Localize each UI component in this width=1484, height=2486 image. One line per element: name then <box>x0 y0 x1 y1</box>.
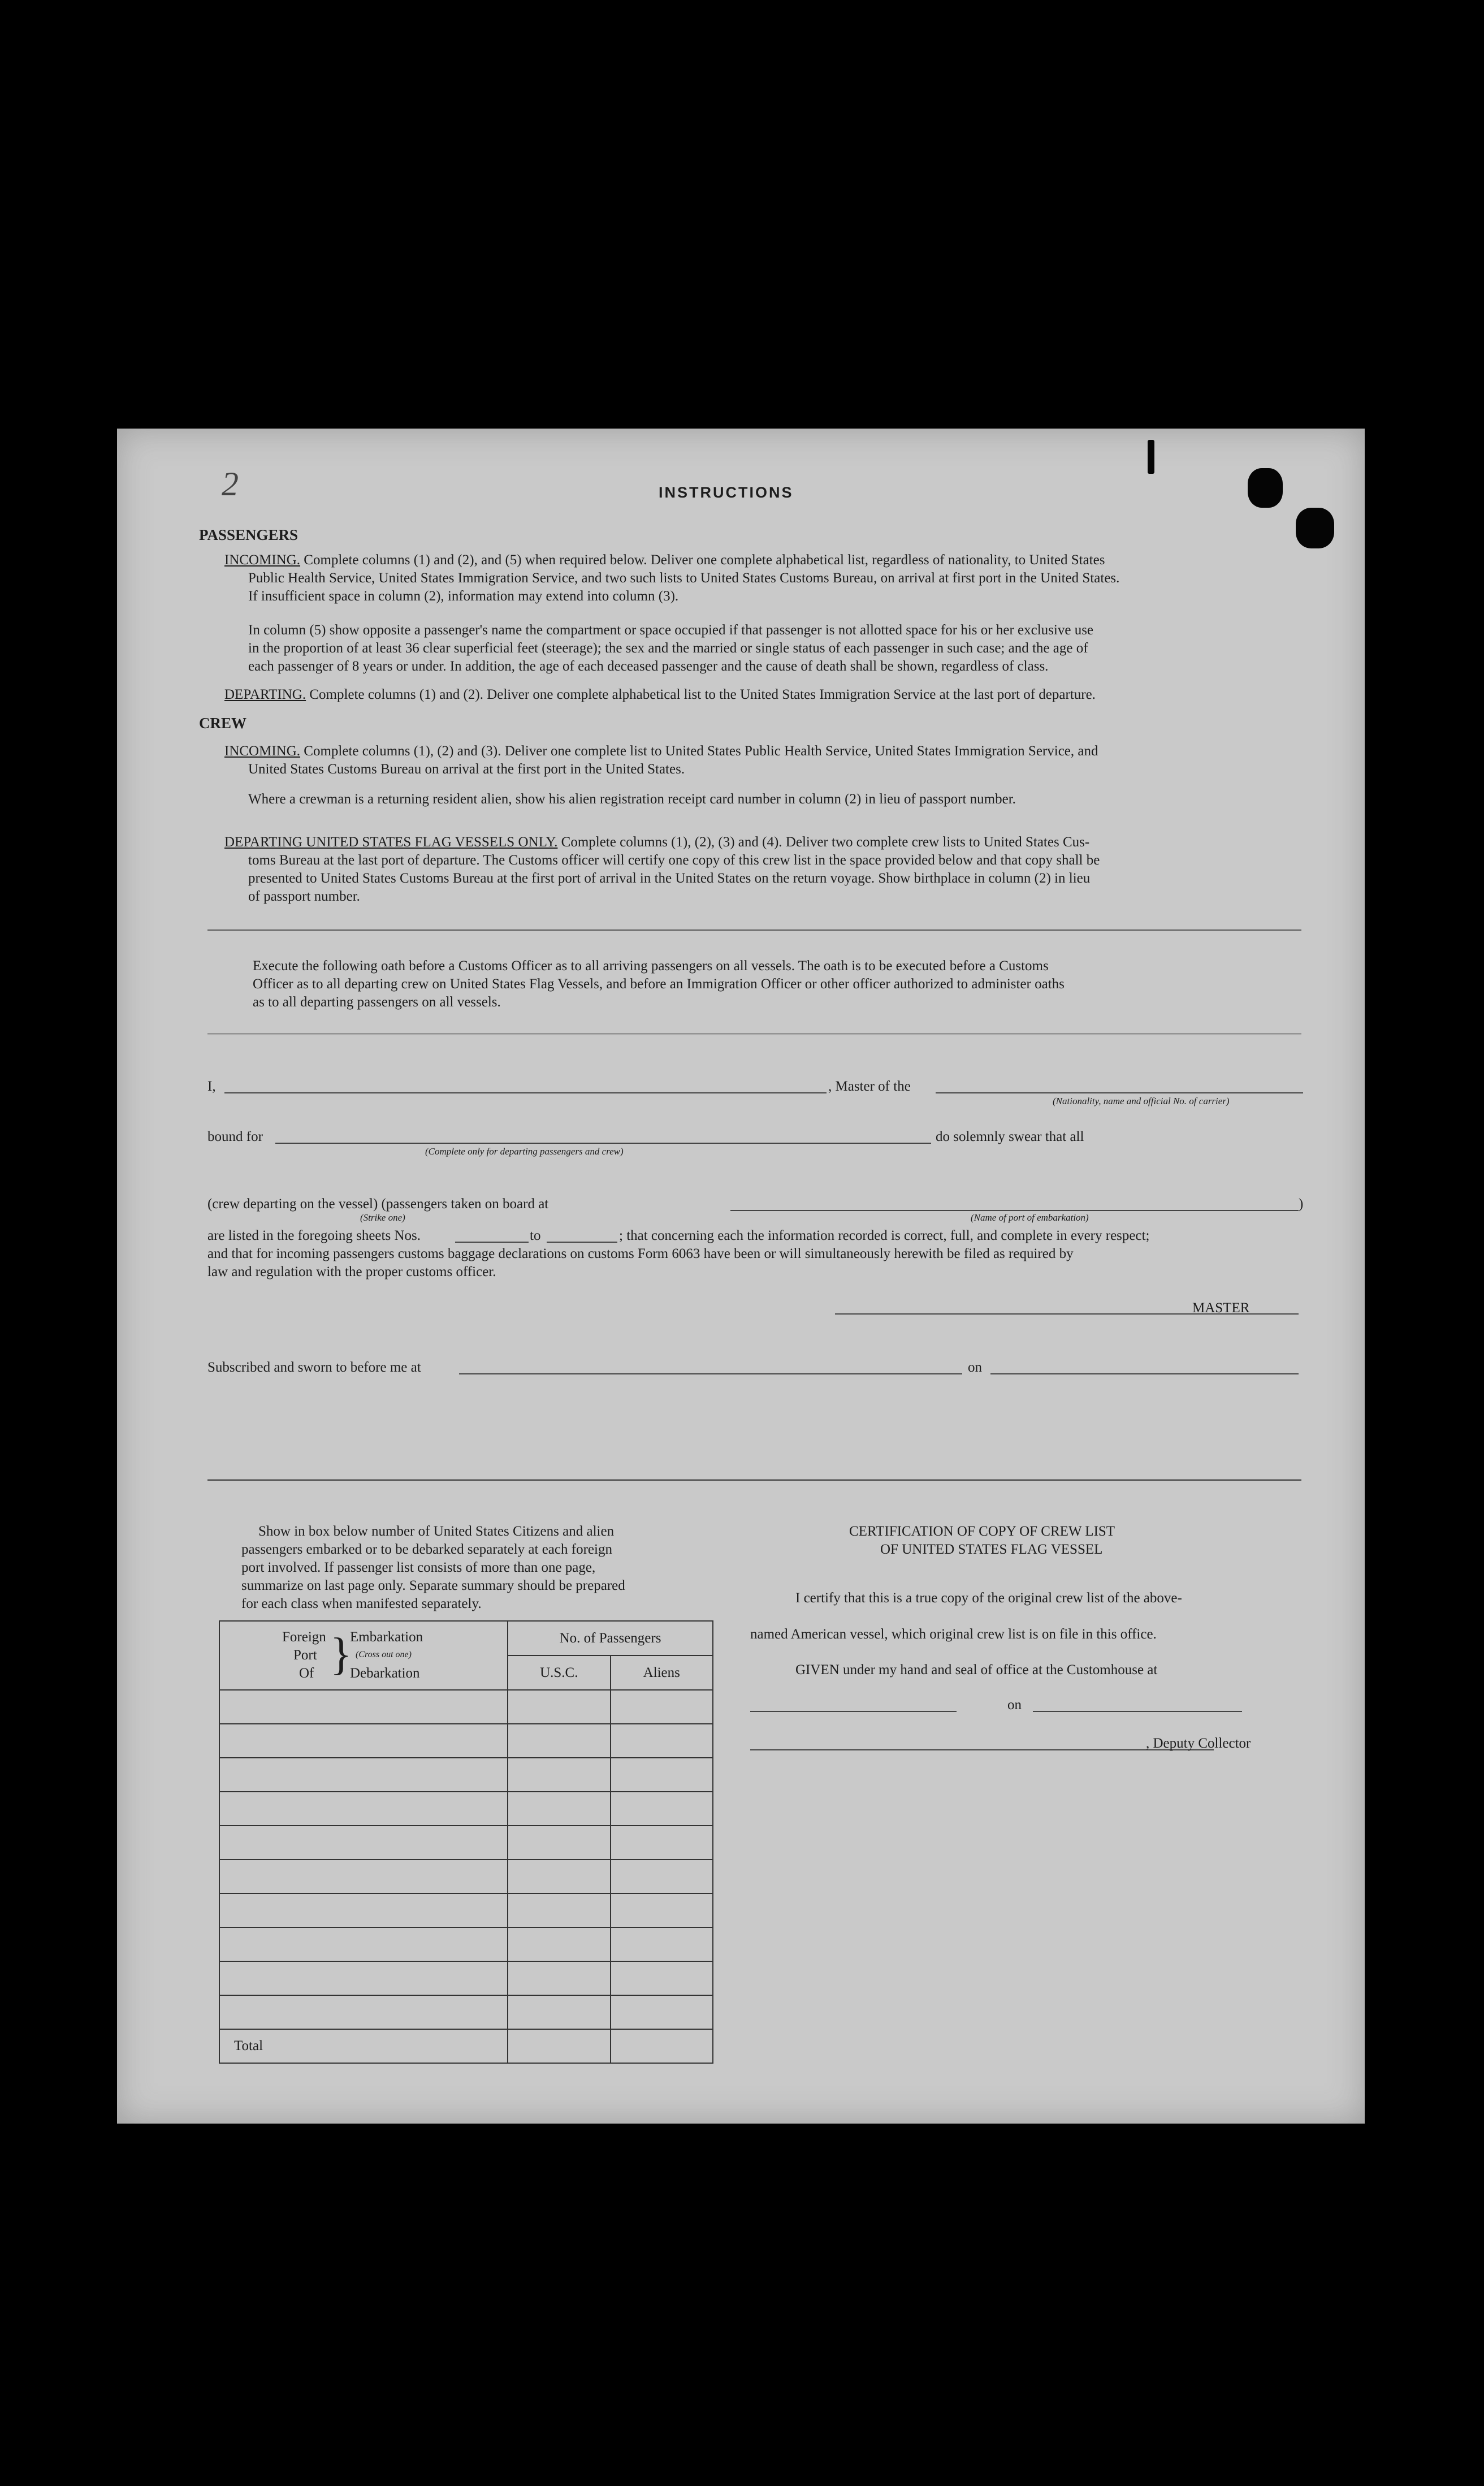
passengers-heading: PASSENGERS <box>199 526 298 543</box>
text-line: Where a crewman is a returning resident alien, show his alien registration receipt card number in column (2) in lieu of passport number. <box>248 792 1016 807</box>
text-line: Complete columns (1) and (2). Deliver one complete alphabetical list to the United States Immigration Service at the last port of departure. <box>309 687 1096 702</box>
oath-i-label: I, <box>207 1079 216 1094</box>
passengers-incoming-para <box>224 551 1299 569</box>
text-line: toms Bureau at the last port of departure. The Customs officer will certify one copy of this crew list in the space provided below and that copy shall be <box>248 853 1100 868</box>
incoming-label: INCOMING. <box>224 743 301 759</box>
aliens-cell[interactable] <box>611 1758 713 1792</box>
text-line: passengers embarked or to be debarked separately at each foreign <box>241 1542 612 1557</box>
text-line: each passenger of 8 years or under. In addition, the age of each deceased passenger and the cause of death shall be shown, regardless of class. <box>248 659 1049 674</box>
table-row <box>219 1758 713 1792</box>
divider <box>207 1034 1301 1037</box>
port-cell[interactable] <box>219 1758 508 1792</box>
port-cell[interactable] <box>219 1826 508 1860</box>
listed-text: are listed in the foregoing sheets Nos. <box>207 1228 421 1243</box>
cert-on-label: on <box>1007 1697 1022 1713</box>
total-usc-cell[interactable] <box>508 2029 610 2063</box>
sheet-to-field[interactable] <box>547 1242 617 1243</box>
carrier-caption: (Nationality, name and official No. of carrier) <box>1053 1096 1230 1106</box>
table-row <box>219 1860 713 1893</box>
embarkation-port-field[interactable] <box>730 1210 1299 1211</box>
usc-cell[interactable] <box>508 1826 610 1860</box>
port-cell[interactable] <box>219 1792 508 1826</box>
total-label: Total <box>219 2029 508 2063</box>
port-cell[interactable] <box>219 1927 508 1961</box>
text-line: of passport number. <box>248 889 360 904</box>
paren-close: ) <box>1299 1196 1304 1212</box>
total-aliens-cell[interactable] <box>611 2029 713 2063</box>
usc-cell[interactable] <box>508 1792 610 1826</box>
table-row <box>219 1995 713 2029</box>
cert-date-field[interactable] <box>1033 1711 1242 1712</box>
listed-text: ; that concerning each the information recorded is correct, full, and complete in every respect; <box>619 1228 1150 1243</box>
certification-title: CERTIFICATION OF COPY OF CREW LIST <box>849 1524 1115 1539</box>
deputy-label: , Deputy Collector <box>1146 1736 1251 1751</box>
usc-cell[interactable] <box>508 1758 610 1792</box>
corner-number: 2 <box>222 465 239 503</box>
crew-departing-text: (crew departing on the vessel) (passengers taken on board at <box>207 1196 549 1212</box>
text-line: named American vessel, which original crew list is on file in this office. <box>750 1627 1157 1642</box>
text-line: United States Customs Bureau on arrival at the first port in the United States. <box>248 762 685 777</box>
customhouse-field[interactable] <box>750 1711 957 1712</box>
usc-cell[interactable] <box>508 1690 610 1724</box>
punch-hole-blot <box>1248 468 1283 508</box>
text-line: as to all departing passengers on all vessels. <box>253 995 501 1010</box>
aliens-cell[interactable] <box>611 1927 713 1961</box>
no-passengers-header: No. of Passengers <box>508 1621 713 1655</box>
table-row <box>219 1927 713 1961</box>
foreign-label: Foreign <box>282 1629 326 1645</box>
aliens-cell[interactable] <box>611 1995 713 2029</box>
aliens-cell[interactable] <box>611 1893 713 1927</box>
text-line: in the proportion of at least 36 clear superficial feet (steerage); the sex and the married or single status of each passenger in such case; and the age of <box>248 641 1088 656</box>
strike-caption: (Strike one) <box>360 1212 405 1223</box>
bound-for-field[interactable] <box>275 1143 931 1144</box>
table-row <box>219 1690 713 1724</box>
text-line: In column (5) show opposite a passenger's name the compartment or space occupied if that passenger is not allotted space for his or her exclusive use <box>248 622 1094 638</box>
divider <box>207 1479 1301 1482</box>
listed-to: to <box>530 1228 541 1243</box>
text-line: law and regulation with the proper customs officer. <box>207 1264 496 1279</box>
divider <box>207 929 1301 932</box>
page-title: INSTRUCTIONS <box>659 484 794 501</box>
brace: } <box>330 1629 352 1679</box>
text-line: Public Health Service, United States Immigration Service, and two such lists to United States Customs Bureau, on arrival at first port in the United States. <box>248 570 1120 586</box>
text-line: port involved. If passenger list consists of more than one page, <box>241 1560 596 1575</box>
master-label: MASTER <box>1192 1300 1250 1316</box>
departing-label: DEPARTING UNITED STATES FLAG VESSELS ONLY. <box>224 835 558 850</box>
text-line: for each class when manifested separately. <box>241 1596 482 1611</box>
sworn-date-field[interactable] <box>990 1373 1299 1374</box>
of-label: Of <box>299 1666 314 1681</box>
text-line: and that for incoming passengers customs baggage declarations on customs Form 6063 have been or will simultaneously herewith be filed as required by <box>207 1246 1074 1261</box>
text-line: Complete columns (1), (2), (3) and (4). Deliver two complete crew lists to United States Cus- <box>561 835 1090 850</box>
embarkation-label: Embarkation <box>350 1629 423 1645</box>
sheet-from-field[interactable] <box>455 1242 529 1243</box>
port-cell[interactable] <box>219 1690 508 1724</box>
master-of-label: , Master of the <box>828 1079 911 1094</box>
text-line: Execute the following oath before a Customs Officer as to all arriving passengers on all vessels. The oath is to be executed before a Customs <box>253 958 1049 974</box>
usc-cell[interactable] <box>508 1927 610 1961</box>
text-line: summarize on last page only. Separate summary should be prepared <box>241 1578 625 1593</box>
tear-mark <box>1148 440 1154 474</box>
deputy-signature-field[interactable] <box>750 1749 1214 1750</box>
usc-cell[interactable] <box>508 1961 610 1995</box>
text-line: Officer as to all departing crew on United States Flag Vessels, and before an Immigration Officer or other officer authorized to administer oaths <box>253 976 1065 992</box>
table-row <box>219 1724 713 1758</box>
bound-caption: (Complete only for departing passengers and crew) <box>425 1146 624 1157</box>
table-row <box>219 1792 713 1826</box>
table-row <box>219 1893 713 1927</box>
document-page <box>117 429 1365 2124</box>
text-line: Show in box below number of United States Citizens and alien <box>258 1524 615 1539</box>
usc-header: U.S.C. <box>508 1655 610 1690</box>
port-cell[interactable] <box>219 1893 508 1927</box>
crew-heading: CREW <box>199 715 247 732</box>
port-caption: (Name of port of embarkation) <box>971 1212 1089 1223</box>
table-row <box>219 1826 713 1860</box>
subscribed-text: Subscribed and sworn to before me at <box>207 1360 421 1375</box>
crew-departing-para <box>224 833 1299 851</box>
punch-hole-blot <box>1296 508 1334 548</box>
text-line: GIVEN under my hand and seal of office at the Customhouse at <box>795 1662 1158 1677</box>
carrier-field[interactable] <box>936 1092 1303 1093</box>
port-cell[interactable] <box>219 1995 508 2029</box>
usc-cell[interactable] <box>508 1995 610 2029</box>
text-line: If insufficient space in column (2), information may extend into column (3). <box>248 589 679 604</box>
text-line: I certify that this is a true copy of the original crew list of the above- <box>795 1590 1182 1606</box>
master-name-field[interactable] <box>224 1092 827 1093</box>
passenger-summary-table <box>219 1620 713 2064</box>
passengers-departing-para <box>224 686 1299 704</box>
text-line: presented to United States Customs Bureau at the first port of arrival in the United States on the return voyage. Show birthplace in column (2) in lieu <box>248 871 1091 886</box>
on-label: on <box>968 1360 982 1375</box>
crew-incoming-para <box>224 742 1299 760</box>
aliens-cell[interactable] <box>611 1690 713 1724</box>
debarkation-label: Debarkation <box>350 1666 420 1681</box>
bound-for-label: bound for <box>207 1129 263 1144</box>
aliens-cell[interactable] <box>611 1961 713 1995</box>
aliens-cell[interactable] <box>611 1724 713 1758</box>
usc-cell[interactable] <box>508 1724 610 1758</box>
swear-text: do solemnly swear that all <box>936 1129 1084 1144</box>
aliens-cell[interactable] <box>611 1826 713 1860</box>
port-cell[interactable] <box>219 1860 508 1893</box>
text-line: Complete columns (1), (2) and (3). Deliver one complete list to United States Public Health Service, United States Immigration Service, and <box>304 743 1098 759</box>
incoming-label: INCOMING. <box>224 552 301 568</box>
port-cell[interactable] <box>219 1724 508 1758</box>
cross-out-caption: (Cross out one) <box>356 1650 412 1659</box>
port-header-cell <box>219 1621 508 1690</box>
aliens-cell[interactable] <box>611 1860 713 1893</box>
departing-label: DEPARTING. <box>224 687 306 702</box>
usc-cell[interactable] <box>508 1860 610 1893</box>
sworn-place-field[interactable] <box>459 1373 962 1374</box>
text-line: Complete columns (1) and (2), and (5) when required below. Deliver one complete alphabetical list, regardless of nationality, to United States <box>304 552 1105 568</box>
port-cell[interactable] <box>219 1961 508 1995</box>
total-row <box>219 2029 713 2063</box>
aliens-header: Aliens <box>611 1655 713 1690</box>
aliens-cell[interactable] <box>611 1792 713 1826</box>
port-label: Port <box>293 1648 317 1663</box>
certification-title: OF UNITED STATES FLAG VESSEL <box>880 1542 1103 1557</box>
usc-cell[interactable] <box>508 1893 610 1927</box>
table-row <box>219 1961 713 1995</box>
